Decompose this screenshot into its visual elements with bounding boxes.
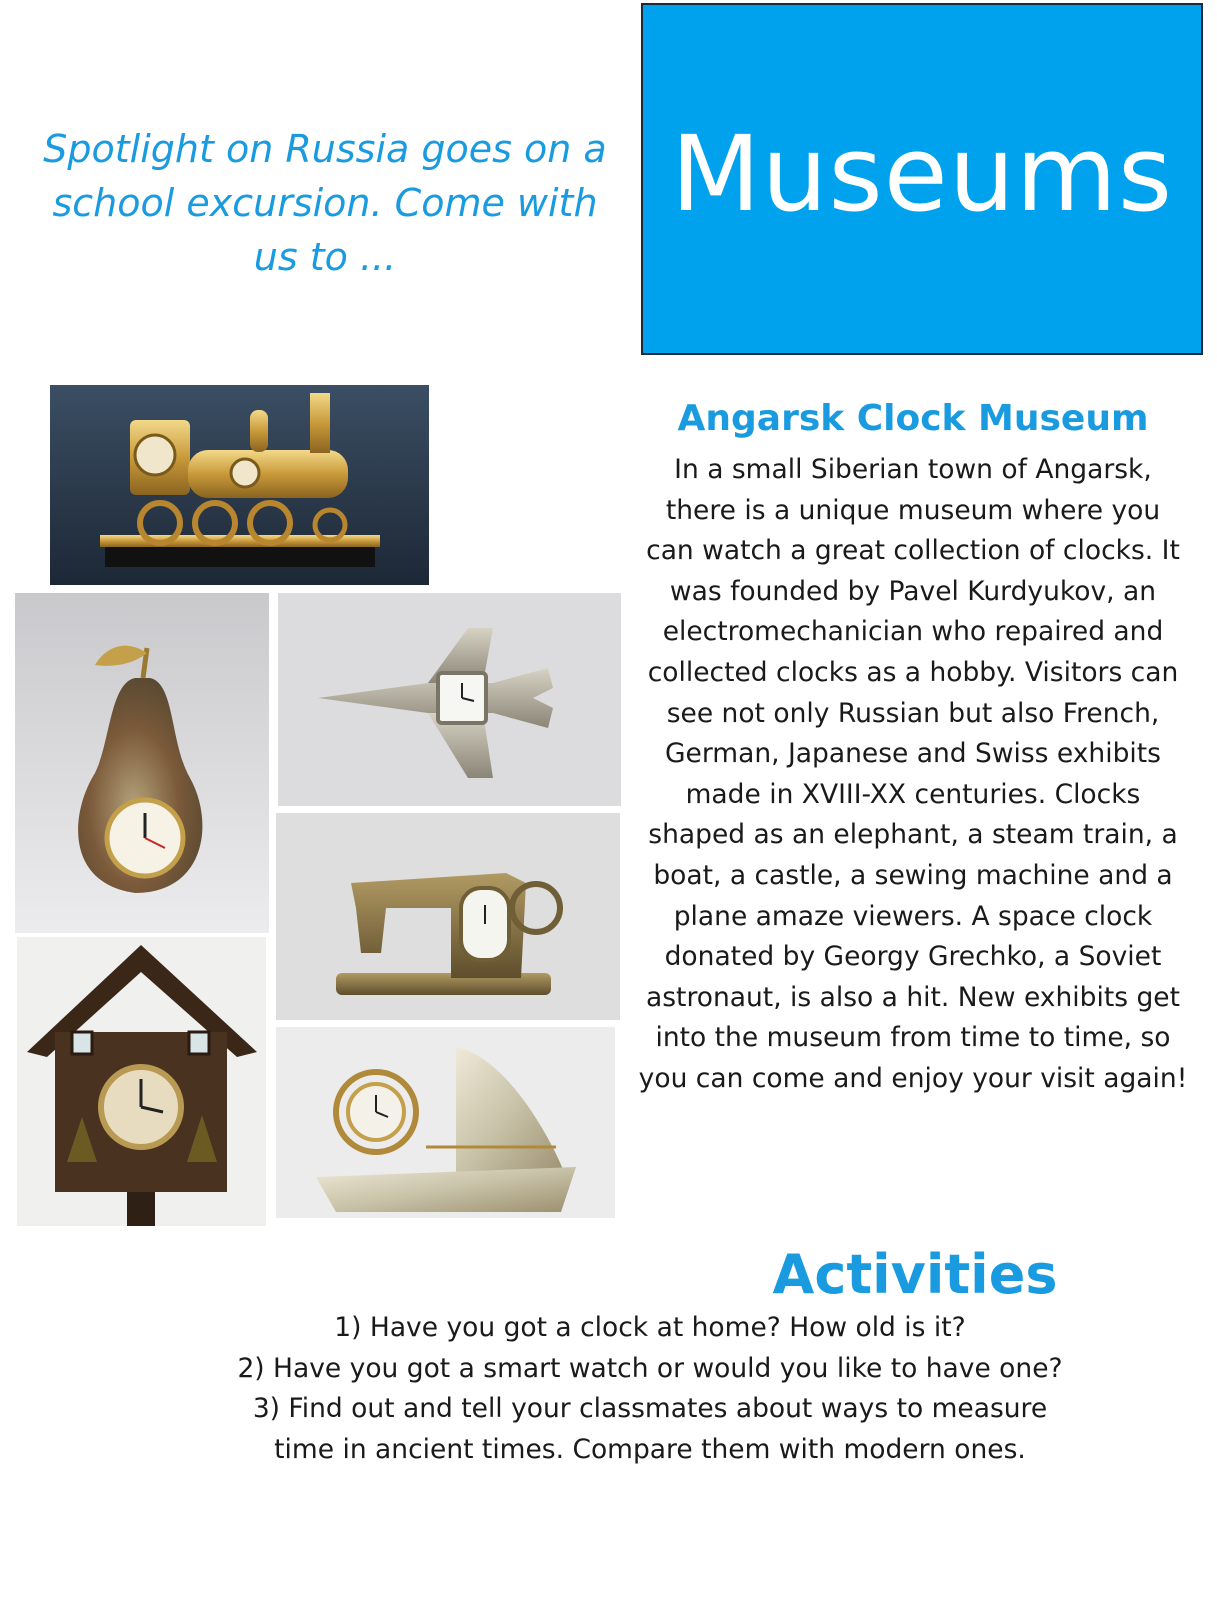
page-title: Museums xyxy=(670,113,1174,235)
activity-item: 3) Find out and tell your classmates about ways to measure time in ancient times. Compare them with modern ones. xyxy=(252,1393,1048,1465)
activities-title: Activities xyxy=(772,1243,1058,1306)
boat-clock-photo xyxy=(276,1027,615,1218)
pear-clock-photo xyxy=(15,593,269,933)
cuckoo-clock-photo xyxy=(17,937,266,1226)
article-title: Angarsk Clock Museum xyxy=(677,398,1149,439)
title-banner xyxy=(641,3,1203,355)
article xyxy=(638,394,1188,1100)
article-body: In a small Siberian town of Angarsk, there is a unique museum where you can watch a great collection of clocks. It was founded by Pavel Kurdyukov, an electromechanician who repaired and collected clocks as a hobby. Visitors can see not only Russian but also French, German, Japanese and Swiss exhibits made in XVIII-XX centuries. Clocks shaped as an elephant, a steam train, a boat, a castle, a sewing machine and a plane amaze viewers. A space clock donated by Georgy Grechko, a Soviet astronaut, is also a hit. New exhibits get into the museum from time to time, so you can come and enjoy your visit again! xyxy=(638,454,1188,1094)
activities-list xyxy=(230,1308,1070,1470)
activity-item: 2) Have you got a smart watch or would you like to have one? xyxy=(237,1352,1063,1384)
activity-item: 1) Have you got a clock at home? How old is it? xyxy=(334,1312,966,1343)
sewing-machine-clock-photo xyxy=(276,813,620,1020)
plane-clock-photo xyxy=(278,593,621,806)
steam-train-clock-photo xyxy=(50,385,429,585)
intro-text: Spotlight on Russia goes on a school excursion. Come with us to ... xyxy=(43,127,607,279)
